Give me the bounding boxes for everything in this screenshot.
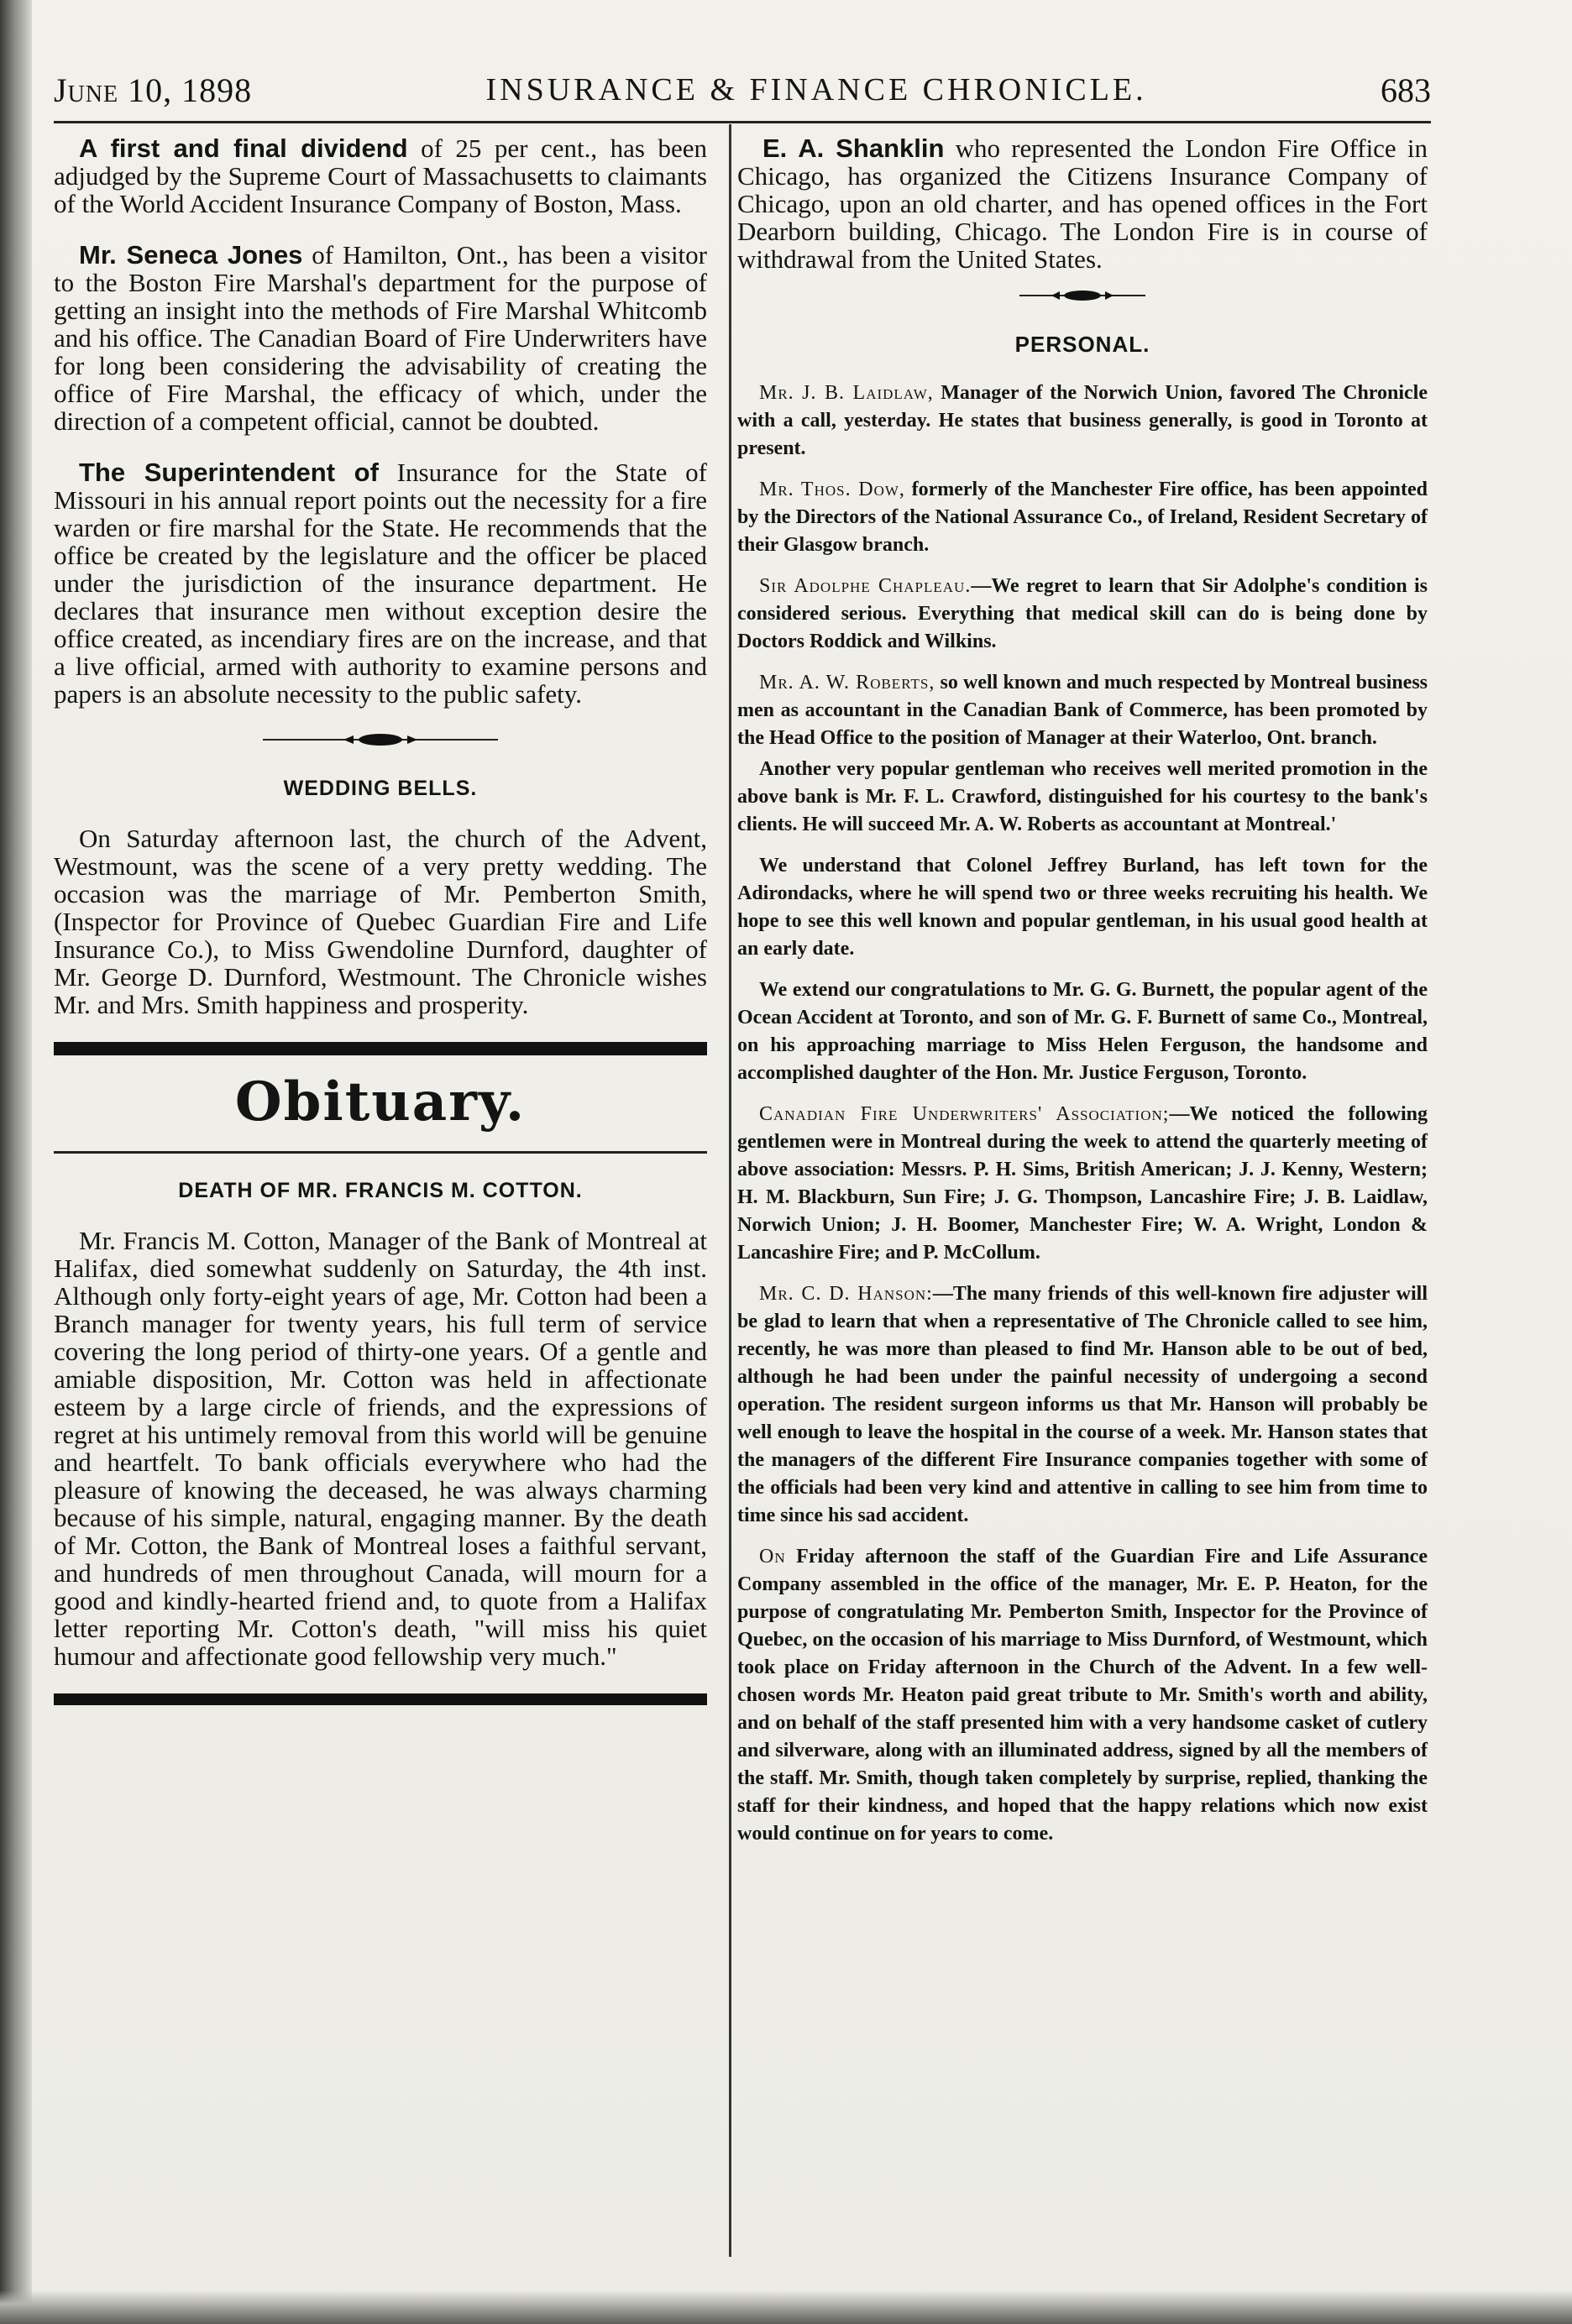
item-text: Friday afternoon the staff of the Guardian Fire and Life Assurance Company assembled in the office of the manager, Mr. E. P. Heaton, for the purpose of congratulating Mr. Pemberton Smith, Inspector for the Province of Quebec, on the occasion of his marriage to Miss Durnford, of Westmount, which took place on Friday afternoon in the Church of the Advent. In a few well-chosen words Mr. Heaton paid great tribute to Mr. Smith's worth and ability, and on behalf of the staff presented him with a very handsome casket of cutlery and silverware, along with an illuminated address, signed by all the members of the staff. Mr. Smith, though taken completely by surprise, replied, thanking the staff for their kindness, and hoped that the happy relations which now exist would continue on for years to come. (737, 1546, 1428, 1845)
obituary-heading: DEATH OF MR. FRANCIS M. COTTON. (178, 1179, 583, 1202)
header-date: June 10, 1898 (54, 71, 253, 109)
column-rule (729, 124, 731, 2257)
obituary-bottom-rule (54, 1693, 707, 1705)
obituary-top-rule (54, 1042, 707, 1055)
item-text: so well known and much respected by Montreal business men as accountant in the Canadian Bank of Commerce, has been promoted by the Head Office to the position of Manager at their Waterloo, Ont. branch. (737, 672, 1428, 749)
personal-item (737, 1543, 1428, 1848)
item-lead: Sir Adolphe Chapleau. (759, 575, 972, 597)
item-text: —We regret to learn that Sir Adolphe's condition is considered serious. Everything that medical skill can do is being done by Doctors Roddick and Wilkins. (737, 575, 1428, 652)
right-column (737, 131, 1428, 1861)
header-title: INSURANCE & FINANCE CHRONICLE. (485, 72, 1147, 107)
personal-item (737, 669, 1428, 752)
item-text: formerly of the Manchester Fire office, has been appointed by the Directors of the National Assurance Co., of Ireland, Resident Secretary of their Glasgow branch. (737, 479, 1428, 556)
personal-item (737, 756, 1428, 839)
personal-item (737, 1101, 1428, 1267)
personal-heading: PERSONAL. (1014, 332, 1150, 357)
item-text: Manager of the Norwich Union, favored The Chronicle with a call, yesterday. He states that business generally, is good in Toronto at present. (737, 382, 1428, 459)
obituary-title: Obituary. (234, 1070, 527, 1133)
seneca-jones-paragraph (54, 241, 707, 435)
paragraph-lead: Mr. Seneca Jones (79, 240, 303, 270)
ornamental-divider (54, 731, 707, 748)
item-text: —We noticed the following gentlemen were in Montreal during the week to attend the quarterly meeting of above association: Messrs. P. H. Sims, British American; J. J. Kenny, Western; H. M. Blackburn, Sun Fire; J. G. Thompson, Lancashire Fire; J. B. Laidlaw, Norwich Union; J. H. Boomer, Manchester Fire; W. A. Wright, London & Lancashire Fire; and P. McCollum. (737, 1103, 1428, 1264)
divider-ornament-icon (1019, 288, 1145, 303)
divider-ornament-icon (263, 731, 498, 748)
paragraph-text: of Hamilton, Ont., has been a visitor to the Boston Fire Marshal's department for the purpose of getting an insight into the methods of Fire Marshal Whitcomb and his office. The Canadian Board of Fire Underwriters have for long been considering the advisability of creating the office of Fire Marshal, the efficacy of which, under the direction of a competent official, cannot be doubted. (54, 240, 707, 436)
item-lead: Canadian Fire Underwriters' Association; (759, 1103, 1170, 1125)
paragraph-text: of 25 per cent., has been adjudged by the Supreme Court of Massachusetts to claimants of the World Accident Insurance Company of Boston, Mass. (54, 133, 707, 218)
item-text: We understand that Colonel Jeffrey Burland, has left town for the Adirondacks, where he will spend two or three weeks recruiting his health. We hope to see this well known and popular gentleman, in his usual good health at an early date. (737, 855, 1428, 960)
obituary-paragraph: Mr. Francis M. Cotton, Manager of the Bank of Montreal at Halifax, died somewhat suddenly on Saturday, the 4th inst. Although only forty-eight years of age, Mr. Cotton had been a Branch manager for twenty years, his full term of service covering the long period of thirty-one years. Of a gentle and amiable disposition, Mr. Cotton was held in affectionate esteem by a large circle of friends, and the expressions of regret at his untimely removal from this world will be genuine and heartfelt. To bank officials everywhere who had the pleasure of knowing the deceased, he was always charming because of his simple, natural, engaging manner. By the death of Mr. Cotton, the Bank of Montreal loses a faithful servant, and hundreds of men throughout Canada, will mourn for a good and kindly-hearted friend and, to quote from a Halifax letter reporting Mr. Cotton's death, "will miss his quiet humour and affectionate good fellowship very much." (54, 1226, 707, 1671)
shanklin-paragraph (737, 134, 1428, 273)
item-lead: Mr. A. W. Roberts, (759, 672, 935, 694)
paragraph-text: Insurance for the State of Missouri in his annual report points out the necessity for a fire warden or fire marshal for the State. He recommends that the office be created by the legislature and the officer be placed under the jurisdiction of the insurance department. He declares that insurance men without exception desire the office created, as incendiary fires are on the increase, and that a live official, armed with authority to examine persons and papers is an absolute necessity to the public safety. (54, 458, 707, 709)
paragraph-lead: E. A. Shanklin (762, 133, 945, 163)
item-lead: Mr. Thos. Dow, (759, 479, 905, 500)
header-rule (54, 121, 1431, 123)
page-binding-shadow (0, 0, 32, 2324)
item-text: Another very popular gentleman who receives well merited promotion in the above bank is Mr. F. L. Crawford, distinguished for his courtesy to the bank's clients. He will succeed Mr. A. W. Roberts as accountant at Montreal.' (737, 758, 1428, 835)
personal-item (737, 976, 1428, 1087)
personal-item (737, 852, 1428, 963)
paragraph-text: who represented the London Fire Office in Chicago, has organized the Citizens Insurance Company of Chicago, upon an old charter, and has opened offices in the Fort Dearborn building, Chicago. The London Fire is in course of withdrawal from the United States. (737, 133, 1428, 274)
personal-item (737, 573, 1428, 656)
left-column (54, 134, 707, 1705)
personal-item (737, 476, 1428, 559)
page-number: 683 (1380, 71, 1431, 109)
ornamental-divider-right (737, 288, 1428, 303)
personal-item (737, 379, 1428, 463)
wedding-paragraph: On Saturday afternoon last, the church of the Advent, Westmount, was the scene of a very pretty wedding. The occasion was the marriage of Mr. Pemberton Smith, (Inspector for Province of Quebec Guardian Fire and Life Insurance Co.), to Miss Gwendoline Durnford, daughter of Mr. George D. Durnford, Westmount. The Chronicle wishes Mr. and Mrs. Smith happiness and prosperity. (54, 824, 707, 1019)
item-lead: Mr. J. B. Laidlaw, (759, 382, 934, 404)
personal-item (737, 1280, 1428, 1530)
paragraph-lead: A first and final dividend (79, 133, 408, 163)
dividend-paragraph (54, 134, 707, 217)
item-text: —The many friends of this well-known fire adjuster will be glad to learn that when a representative of The Chronicle called to see him, recently, he was more than pleased to find Mr. Hanson able to be out of bed, although he had been under the painful necessity of undergoing a second operation. The resident surgeon informs us that Mr. Hanson will probably be well enough to leave the hospital in the course of a week. Mr. Hanson states that the managers of the different Fire Insurance companies together with some of the officials had been very kind and attentive in calling to see him from time to time since his sad accident. (737, 1283, 1428, 1526)
obituary-rule (54, 1151, 707, 1154)
wedding-heading: WEDDING BELLS. (283, 777, 478, 800)
item-text: We extend our congratulations to Mr. G. G. Burnett, the popular agent of the Ocean Accident at Toronto, and son of Mr. G. F. Burnett of same Co., Montreal, on his approaching marriage to Miss Helen Ferguson, the handsome and accomplished daughter of the Hon. Mr. Justice Ferguson, Toronto. (737, 979, 1428, 1084)
paragraph-lead: The Superintendent of (79, 458, 379, 487)
item-lead: On (759, 1546, 786, 1568)
superintendent-paragraph (54, 458, 707, 708)
page-bottom-shadow (0, 2290, 1572, 2324)
running-header (54, 60, 1431, 119)
item-lead: Mr. C. D. Hanson: (759, 1283, 933, 1305)
